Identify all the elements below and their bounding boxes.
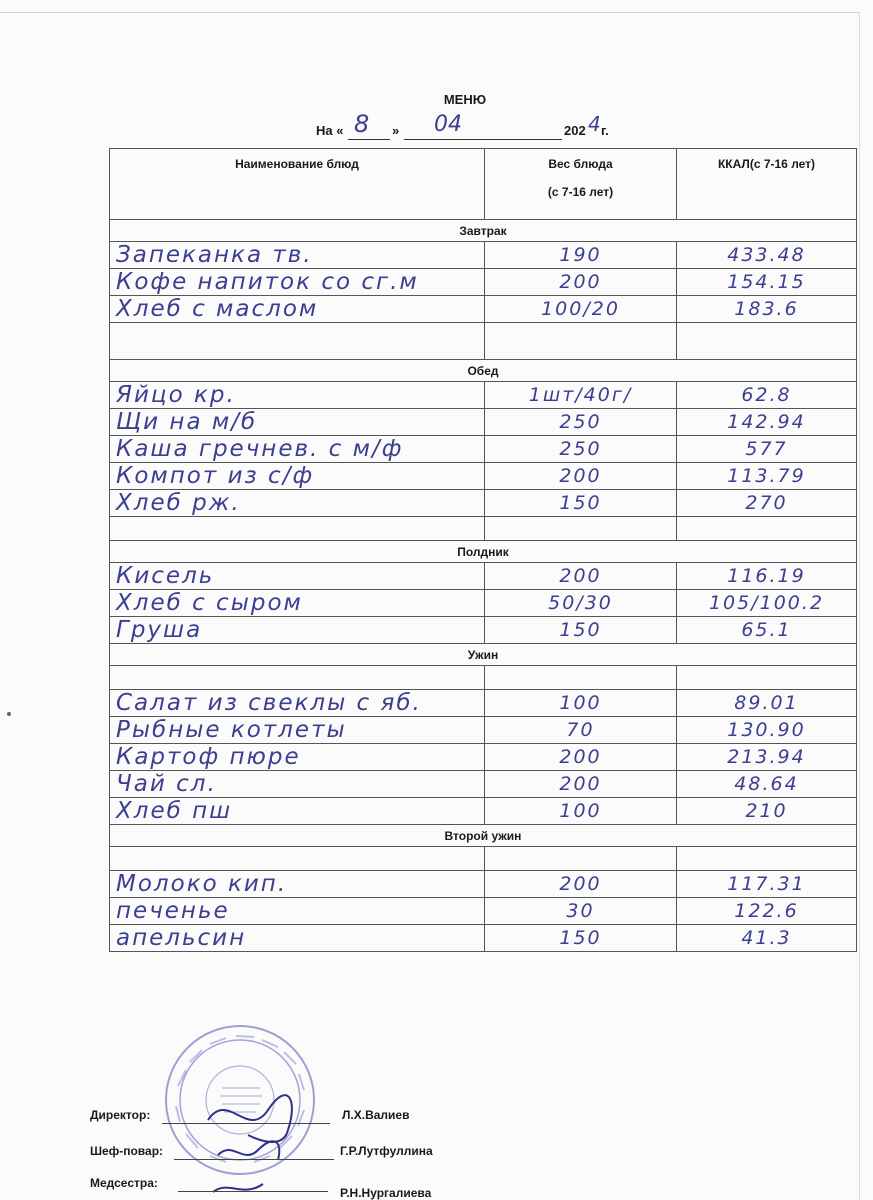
table-row: Хлеб пш 100 210 (110, 798, 857, 825)
table-row: Хлеб рж. 150 270 (110, 490, 857, 517)
signature-label: Шеф-повар: (90, 1144, 164, 1158)
signature-label: Медсестра: (90, 1176, 158, 1190)
signature-nurse (90, 1170, 510, 1200)
scan-speck (7, 712, 11, 716)
signature-director (90, 1102, 510, 1124)
table-row: Запеканка тв. 190 433.48 (110, 242, 857, 269)
year-suffix: г. (601, 123, 609, 138)
date-day: 8 (354, 110, 370, 138)
table-row: Кисель 200 116.19 (110, 563, 857, 590)
signature-label: Директор: (90, 1108, 151, 1122)
date-line (316, 110, 646, 144)
empty-row (110, 517, 857, 541)
table-row: Рыбные котлеты 70 130.90 (110, 717, 857, 744)
menu-table (109, 148, 857, 952)
table-row: Хлеб с сыром 50/30 105/100.2 (110, 590, 857, 617)
date-prefix: На « (316, 123, 344, 138)
empty-row (110, 323, 857, 360)
section-breakfast: Завтрак (110, 220, 857, 242)
menu-title: МЕНЮ (443, 92, 487, 107)
section-lunch: Обед (110, 360, 857, 382)
section-snack: Полдник (110, 541, 857, 563)
col-weight-age: (с 7-16 лет) (547, 185, 614, 199)
page-edge-right (859, 12, 860, 1200)
table-row: печенье 30 122.6 (110, 898, 857, 925)
empty-row (110, 847, 857, 871)
col-dish-name: Наименование блюд (110, 149, 485, 220)
table-row: Яйцо кр. 1шт/40г/ 62.8 (110, 382, 857, 409)
empty-row (110, 666, 857, 690)
table-row: Груша 150 65.1 (110, 617, 857, 644)
table-row: Молоко кип. 200 117.31 (110, 871, 857, 898)
signature-name: Г.Р.Лутфуллина (340, 1144, 433, 1158)
section-dinner: Ужин (110, 644, 857, 666)
year-prefix: 202 (564, 123, 586, 138)
col-kcal: ККАЛ(с 7-16 лет) (677, 149, 857, 220)
date-mid: » (392, 123, 400, 138)
table-row: Картоф пюре 200 213.94 (110, 744, 857, 771)
table-row: Салат из свеклы с яб. 100 89.01 (110, 690, 857, 717)
year-digit: 4 (588, 112, 601, 136)
page-edge-top (0, 12, 860, 13)
table-row: Кофе напиток со сг.м 200 154.15 (110, 269, 857, 296)
table-header (110, 149, 857, 220)
table-row: апельсин 150 41.3 (110, 925, 857, 952)
table-row: Хлеб с маслом 100/20 183.6 (110, 296, 857, 323)
table-row: Щи на м/б 250 142.94 (110, 409, 857, 436)
col-weight: Вес блюда (с 7-16 лет) (485, 149, 677, 220)
signature-chef (90, 1138, 510, 1160)
table-row: Компот из с/ф 200 113.79 (110, 463, 857, 490)
table-row: Каша гречнев. с м/ф 250 577 (110, 436, 857, 463)
table-row: Чай сл. 200 48.64 (110, 771, 857, 798)
date-month: 04 (434, 112, 462, 137)
section-second-dinner: Второй ужин (110, 825, 857, 847)
signature-name: Л.Х.Валиев (342, 1108, 410, 1122)
signature-name: Р.Н.Нургалиева (340, 1186, 432, 1200)
